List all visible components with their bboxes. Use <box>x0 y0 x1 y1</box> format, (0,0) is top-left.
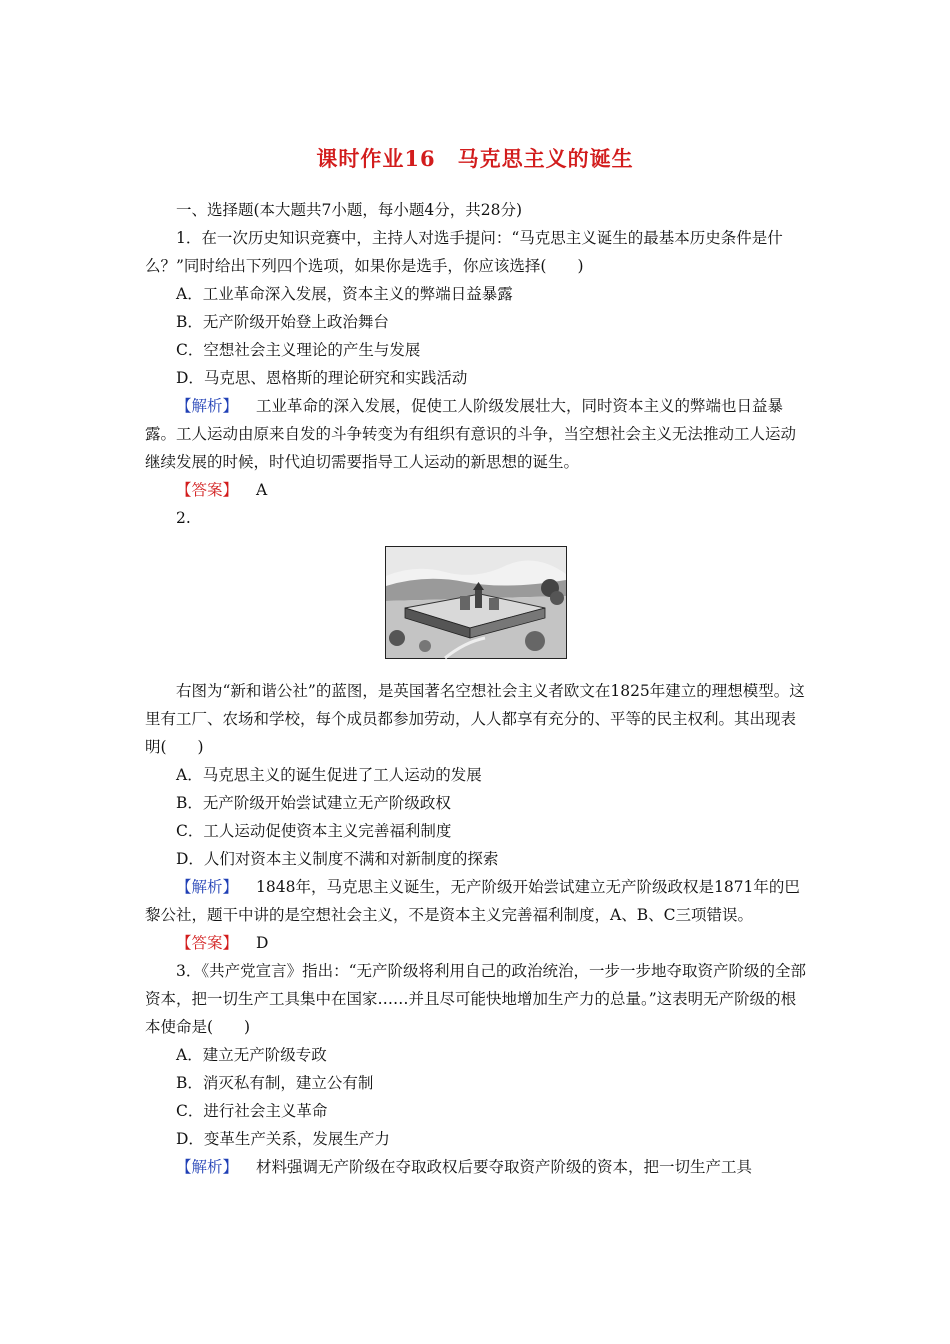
question-2-answer <box>145 929 807 957</box>
question-2-option-b: B．无产阶级开始尝试建立无产阶级政权 <box>176 794 451 812</box>
engraving-picture-icon <box>385 546 567 659</box>
question-1-answer <box>145 476 807 504</box>
question-1-stem: 1．在一次历史知识竞赛中，主持人对选手提问：“马克思主义诞生的最基本历史条件是什么？”同时给出下列四个选项，如果你是选手，你应该选择( ) <box>145 229 783 275</box>
question-2-stem: 右图为“新和谐公社”的蓝图，是英国著名空想社会主义者欧文在1825年建立的理想模型。这里有工厂、农场和学校，每个成员都参加劳动，人人都享有充分的、平等的民主权利。其出现表明( ) <box>145 682 805 756</box>
question-3-option-b: B．消灭私有制，建立公有制 <box>176 1074 374 1092</box>
question-2-option-a: A．马克思主义的诞生促进了工人运动的发展 <box>176 766 482 784</box>
question-3-stem: 3．《共产党宣言》指出：“无产阶级将利用自己的政治统治，一步一步地夺取资产阶级的全部资本，把一切生产工具集中在国家……并且尽可能快地增加生产力的总量。”这表明无产阶级的根本使命是( ) <box>145 962 807 1036</box>
answer-tag: 【答案】 <box>176 481 239 499</box>
question-3-analysis <box>145 1153 807 1181</box>
analysis-tag: 【解析】 <box>176 397 239 415</box>
analysis-tag: 【解析】 <box>176 1158 239 1176</box>
section-heading: 一、选择题(本大题共7小题，每小题4分，共28分) <box>176 201 523 219</box>
content-body <box>145 196 807 1181</box>
question-1-option-d: D．马克思、恩格斯的理论研究和实践活动 <box>176 369 468 387</box>
answer-tag: 【答案】 <box>176 934 239 952</box>
answer-value: A <box>256 481 268 499</box>
question-1-option-a: A．工业革命深入发展，资本主义的弊端日益暴露 <box>176 285 513 303</box>
question-1-option-c: C．空想社会主义理论的产生与发展 <box>176 341 421 359</box>
question-2-option-d: D．人们对资本主义制度不满和对新制度的探索 <box>176 850 499 868</box>
analysis-text: 工业革命的深入发展，促使工人阶级发展壮大，同时资本主义的弊端也日益暴露。工人运动由原来自发的斗争转变为有组织有意识的斗争，当空想社会主义无法推动工人运动继续发展的时候，时代迫切需要指导工人运动的新思想的诞生。 <box>145 397 797 471</box>
question-2-analysis <box>145 873 807 929</box>
question-2-option-c: C．工人运动促使资本主义完善福利制度 <box>176 822 452 840</box>
analysis-tag: 【解析】 <box>176 878 239 896</box>
question-1-analysis <box>145 392 807 476</box>
question-1-option-b: B．无产阶级开始登上政治舞台 <box>176 313 389 331</box>
new-harmony-community-image <box>385 546 567 659</box>
question-3-option-d: D．变革生产关系，发展生产力 <box>176 1130 390 1148</box>
question-3-option-a: A．建立无产阶级专政 <box>176 1046 327 1064</box>
question-2-number: 2. <box>176 509 191 527</box>
question-3-option-c: C．进行社会主义革命 <box>176 1102 328 1120</box>
analysis-text: 1848年，马克思主义诞生，无产阶级开始尝试建立无产阶级政权是1871年的巴黎公社，题干中讲的是空想社会主义，不是资本主义完善福利制度，A、B、C三项错误。 <box>145 878 800 924</box>
analysis-text: 材料强调无产阶级在夺取政权后要夺取资产阶级的资本，把一切生产工具 <box>256 1158 753 1176</box>
answer-value: D <box>256 934 269 952</box>
page-title: 课时作业16 马克思主义的诞生 <box>316 146 634 171</box>
